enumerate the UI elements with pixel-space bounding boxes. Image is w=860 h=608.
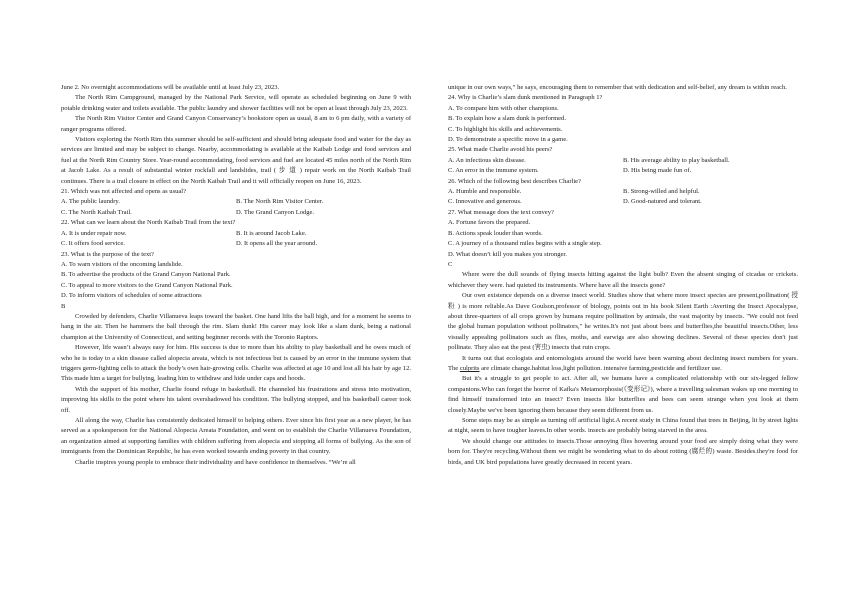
option-27a: A. Fortune favors the prepared. bbox=[448, 219, 531, 227]
passage-c-paragraph-2: Our own existence depends on a diverse insect world. Studies show that where more insect species are present,pollination( 授 粉 ) is more reliable.As Dave Goulson,professor of biology, points out in his book Silent Earth :Averting the Insect Apocalypse, about three-quarters of all crops grown by humans require pollination by animals, the vast majority by insects. "We could not feed the global human population without pollinators," he writes.It's not just about bees and butterflies,the beautiful insects.Other, less visually appealing pollinators such as flies, moths, and earwigs are also showing declines. Several of these species don't just pollinate. They also eat the pest (害虫) insects that ruin crops. bbox=[448, 292, 798, 352]
passage-b-paragraph-5: Charlie inspires young people to embrace their individuality and have confidence in themselves. “We’re all bbox=[75, 458, 356, 466]
option-26d: D. Good-natured and tolerant. bbox=[623, 198, 702, 206]
option-27d: D. What doesn’t kill you makes you stronger. bbox=[448, 250, 567, 258]
question-26: 26. Which of the following best describes Charlie? bbox=[448, 177, 581, 185]
question-22: 22. What can we learn about the North Kaibab Trail from the text? bbox=[61, 219, 236, 227]
passage-a-visitor-center: The North Rim Visitor Center and Grand Canyon Conservancy’s bookstore open as usual, 8 am to 6 pm daily, with a variety of ranger programs offered. bbox=[61, 115, 411, 133]
passage-c-paragraph-6: We should change our attitudes to insects.Those annoying flies hovering around your food are simply doing what they were born for. They're recycling.Without them we might be wondering what to do about rotting (腐烂的) waste. Besides.they're food for birds, and UK bird populations have greatly decreased in recent years. bbox=[448, 437, 798, 466]
option-23c: C. To appeal to more visitors to the Grand Canyon National Park. bbox=[61, 281, 233, 289]
passage-a-visitors: Visitors exploring the North Rim this summer should be self-sufficient and should bring adequate food and water for the day as services are limited and may be subject to change. Nearby, accommodating is available at the Kaibab Lodge and food services and fuel at the North Rim Country Store. Year-round accommodating, food services and fuel are located 45 miles north of the North Rim at Jacob Lake. As a result of substantial winter rockfall and landslides, trail ( 步 道 ) repair work on the North Kaibab Trail continues. There is a trail closure in effect on the North Kaibab Trail and it will officially reopen on June 16, 2023. bbox=[61, 136, 411, 185]
option-21b: B. The North Rim Visitor Center. bbox=[236, 198, 324, 206]
passage-a-intro: June 2. No overnight accommodations will be available until at least July 23, 2023. bbox=[61, 84, 280, 91]
question-22-options-row2 bbox=[61, 239, 411, 249]
option-22a: A. It is under repair now. bbox=[61, 229, 127, 237]
passage-c-paragraph-4: But it's a struggle to get people to act. After all, we humans have a complicated relationship with our six-legged fellow companions.Who can forget the horror of Kafka's Metamorphosis(《变形记》), where a travelling salesman wakes up one morning to find himself transformed into an insect? Even insects like butterflies and bees can seem strange when you look at them closely.Maybe we've been ignoring them because they seem different from us. bbox=[448, 375, 798, 414]
passage-c-paragraph-3 bbox=[448, 354, 798, 375]
option-24b: B. To explain how a slam dunk is performed. bbox=[448, 115, 566, 123]
question-22-options bbox=[61, 229, 411, 239]
option-24a: A. To compare him with other champions. bbox=[448, 104, 559, 112]
left-column bbox=[61, 83, 411, 468]
passage-b-paragraph-1: Crowded by defenders, Charlie Villanueva leaps toward the basket. One hand lifts the ball high, and for a moment he seems to hang in the air. Then he hammers the ball through the rim. Slam dunk! His career may look like a slam dunk, being a national champion at the University of Connecticut, and setting beginner records with the Toronto Raptors. bbox=[61, 312, 411, 341]
question-26-options bbox=[448, 187, 798, 197]
question-25: 25. What made Charlie avoid his peers? bbox=[448, 146, 553, 154]
option-23b: B. To advertise the products of the Grand Canyon National Park. bbox=[61, 271, 231, 279]
option-25a: A. An infectious skin disease. bbox=[448, 156, 526, 164]
passage-c-paragraph-3-start: It turns out that ecologists and entomologists around the world have been warning about declining insect numbers for years. The bbox=[448, 354, 798, 372]
option-23a: A. To warn visitors of the oncoming landslide. bbox=[61, 260, 183, 268]
passage-c-paragraph-1: Where were the dull sounds of flying insects hitting against the light bulb? Even the absent singing of cicadas or crickets. whichever they were. had quieted its instruments. Where have all the insects gone? bbox=[448, 271, 798, 289]
question-27: 27. What message does the text convey? bbox=[448, 208, 554, 216]
right-column bbox=[448, 83, 798, 468]
question-24: 24. Why is Charlie’s slam dunk mentioned in Paragraph 1? bbox=[448, 94, 603, 102]
option-25b: B. His average ability to play basketball. bbox=[623, 156, 730, 164]
option-24d: D. To demonstrate a specific move in a game. bbox=[448, 136, 568, 144]
passage-b-paragraph-4: All along the way, Charlie has consistently dedicated himself to helping others. Ever since his first year as a new player, he has served as a spokesperson for the National Alopecia Areata Foundation, and went on to establish the Charlie Villanueva Foundation, an organization aimed at supporting families with children suffering from alopecia and stopping all forms of bullying. As the son of immigrants from the Dominican Republic, he has even worked towards ending poverty in that country. bbox=[61, 417, 411, 456]
option-21c: C. The North Kaibab Trail. bbox=[61, 208, 132, 216]
question-25-options-row2 bbox=[448, 166, 798, 176]
option-27b: B. Actions speak louder than words. bbox=[448, 229, 543, 237]
option-22c: C. It offers food service. bbox=[61, 240, 125, 248]
question-25-options bbox=[448, 156, 798, 166]
option-21d: D. The Grand Canyon Lodge. bbox=[236, 208, 315, 216]
passage-b-paragraph-3: With the support of his mother, Charlie found refuge in basketball. He channeled his frustrations and stress into motivation, improving his skills to the point where his talent overshadowed his condition. The bullying stopped, and his basketball career took off. bbox=[61, 385, 411, 414]
option-22d: D. It opens all the year around. bbox=[236, 240, 318, 248]
option-25c: C. An error in the immune system. bbox=[448, 167, 539, 175]
question-23: 23. What is the purpose of the text? bbox=[61, 250, 154, 258]
passage-c-paragraph-5: Some steps may be as simple as turning off artificial light.A recent study in China found that trees in Beijing, lit by street lights at night, seem to have tougher leaves.In other words. insects are probably being starved in the area. bbox=[448, 417, 798, 435]
option-23d: D. To inform visitors of schedules of some attractions bbox=[61, 292, 202, 300]
option-21a: A. The public laundry. bbox=[61, 198, 120, 206]
passage-a-campground: The North Rim Campground, managed by the National Park Service, will operate as scheduled beginning on June 9 with potable drinking water and toilets available. The public laundry and shower facilities will not be open at least through July 23, 2023. bbox=[61, 94, 411, 112]
question-26-options-row2 bbox=[448, 197, 798, 207]
option-26c: C. Innovative and generous. bbox=[448, 198, 522, 206]
passage-b-paragraph-2: However, life wasn’t always easy for him. His success is due to more than his ability to play basketball and he owes much of who he is today to a skin disease called alopecia areata, which is not infectious but is caused by an error in the immune system that triggers germ-fighting cells to attack the body’s own hair-growing cells. Charlie was affected at age 10 and lost all his hair by age 12. This made him a target for bullying, leading him to withdraw and hide under caps and hoods. bbox=[61, 344, 411, 383]
underlined-word-culprits: culprits bbox=[459, 364, 480, 372]
passage-c-paragraph-3-end: are climate change.habitat loss,light pollution. intensive farming,pesticide and fertilizer use. bbox=[481, 364, 722, 372]
option-26a: A. Humble and responsible. bbox=[448, 188, 522, 196]
option-25d: D. His being made fun of. bbox=[623, 167, 692, 175]
section-b-heading: B bbox=[61, 302, 66, 310]
option-24c: C. To highlight his skills and achievements. bbox=[448, 125, 563, 133]
option-22b: B. It is around Jacob Lake. bbox=[236, 229, 307, 237]
section-c-heading: C bbox=[448, 260, 453, 268]
question-21-options bbox=[61, 197, 411, 207]
passage-b-paragraph-5-continued: unique in our own ways,” he says, encouraging them to remember that with dedication and self-belief, any dream is within reach. bbox=[448, 84, 787, 91]
option-27c: C. A journey of a thousand miles begins with a single step. bbox=[448, 240, 602, 248]
option-26b: B. Strong-willed and helpful. bbox=[623, 188, 700, 196]
question-21-options-row2 bbox=[61, 208, 411, 218]
question-21: 21. Which was not affected and opens as usual? bbox=[61, 188, 187, 196]
